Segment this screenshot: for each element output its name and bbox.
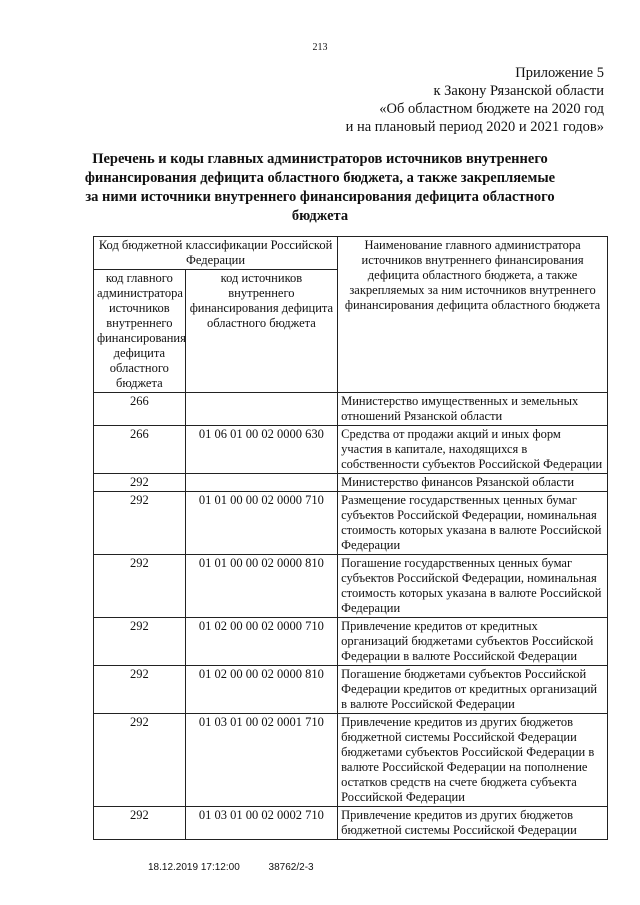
source-code-cell (185, 474, 337, 492)
page-number: 213 (312, 42, 328, 53)
admin-code-cell: 292 (94, 714, 186, 807)
footer (148, 862, 340, 873)
name-cell: Привлечение кредитов от кредитных организаций бюджетами субъектов Российской Федерации в валюте Российской Федерации (338, 618, 608, 666)
table-row (94, 426, 608, 474)
source-code-cell: 01 02 00 00 02 0000 810 (185, 666, 337, 714)
document-title: Перечень и коды главных администраторов источников внутреннего финансирования дефицита областного бюджета, а также закрепляемые за ними источники внутреннего финансирования дефицита областного бюджета (84, 151, 556, 224)
source-code-cell: 01 01 00 00 02 0000 810 (185, 555, 337, 618)
table-row (94, 618, 608, 666)
table-row (94, 807, 608, 840)
source-code-cell: 01 06 01 00 02 0000 630 (185, 426, 337, 474)
table-row (94, 555, 608, 618)
table-body (94, 393, 608, 840)
table-row (94, 666, 608, 714)
appendix-line-3: «Об областном бюджете на 2020 год (379, 101, 604, 117)
source-code-cell: 01 02 00 00 02 0000 710 (185, 618, 337, 666)
admin-code-cell: 292 (94, 474, 186, 492)
header-classification-group: Код бюджетной классификации Российской Федерации (94, 237, 338, 270)
footer-timestamp: 18.12.2019 17:12:00 (148, 862, 240, 873)
name-cell: Размещение государственных ценных бумаг субъектов Российской Федерации, номинальная стоимость которых указана в валюте Российской Федерации (338, 492, 608, 555)
table-row (94, 492, 608, 555)
name-cell: Погашение бюджетами субъектов Российской Федерации кредитов от кредитных организаций в валюте Российской Федерации (338, 666, 608, 714)
table-row (94, 474, 608, 492)
table-row (94, 714, 608, 807)
name-cell: Привлечение кредитов из других бюджетов бюджетной системы Российской Федерации бюджетами субъектов Российской Федерации в валюте Российской Федерации на пополнение остатков средств на счете бюджета субъекта Российской Федерации (338, 714, 608, 807)
header-source-code-column: код источников внутреннего финансирования дефицита областного бюджета (185, 270, 337, 393)
table-row (94, 393, 608, 426)
name-cell: Министерство имущественных и земельных отношений Рязанской области (338, 393, 608, 426)
source-code-cell (185, 393, 337, 426)
admin-code-cell: 266 (94, 393, 186, 426)
table-header (94, 237, 608, 393)
admin-code-cell: 292 (94, 666, 186, 714)
footer-document-id: 38762/2-3 (268, 862, 314, 873)
source-code-cell: 01 03 01 00 02 0001 710 (185, 714, 337, 807)
admin-code-cell: 292 (94, 618, 186, 666)
name-cell: Средства от продажи акций и иных форм участия в капитале, находящихся в собственности субъектов Российской Федерации (338, 426, 608, 474)
name-cell: Погашение государственных ценных бумаг субъектов Российской Федерации, номинальная стоимость которых указана в валюте Российской Федерации (338, 555, 608, 618)
header-name-column: Наименование главного администратора источников внутреннего финансирования дефицита областного бюджета, а также закрепляемых за ним источников внутреннего финансирования дефицита областного бюджета (338, 237, 608, 393)
admin-code-cell: 292 (94, 555, 186, 618)
name-cell: Министерство финансов Рязанской области (338, 474, 608, 492)
sources-table (93, 236, 608, 840)
source-code-cell: 01 01 00 00 02 0000 710 (185, 492, 337, 555)
appendix-line-1: Приложение 5 (515, 65, 604, 81)
appendix-line-4: и на плановый период 2020 и 2021 годов» (345, 119, 604, 135)
admin-code-cell: 292 (94, 807, 186, 840)
header-admin-code-column: код главного администратора источников внутреннего финансирования дефицита областного бюджета (94, 270, 186, 393)
appendix-line-2: к Закону Рязанской области (433, 83, 604, 99)
name-cell: Привлечение кредитов из других бюджетов бюджетной системы Российской Федерации (338, 807, 608, 840)
admin-code-cell: 266 (94, 426, 186, 474)
admin-code-cell: 292 (94, 492, 186, 555)
appendix-reference (346, 64, 604, 136)
source-code-cell: 01 03 01 00 02 0002 710 (185, 807, 337, 840)
